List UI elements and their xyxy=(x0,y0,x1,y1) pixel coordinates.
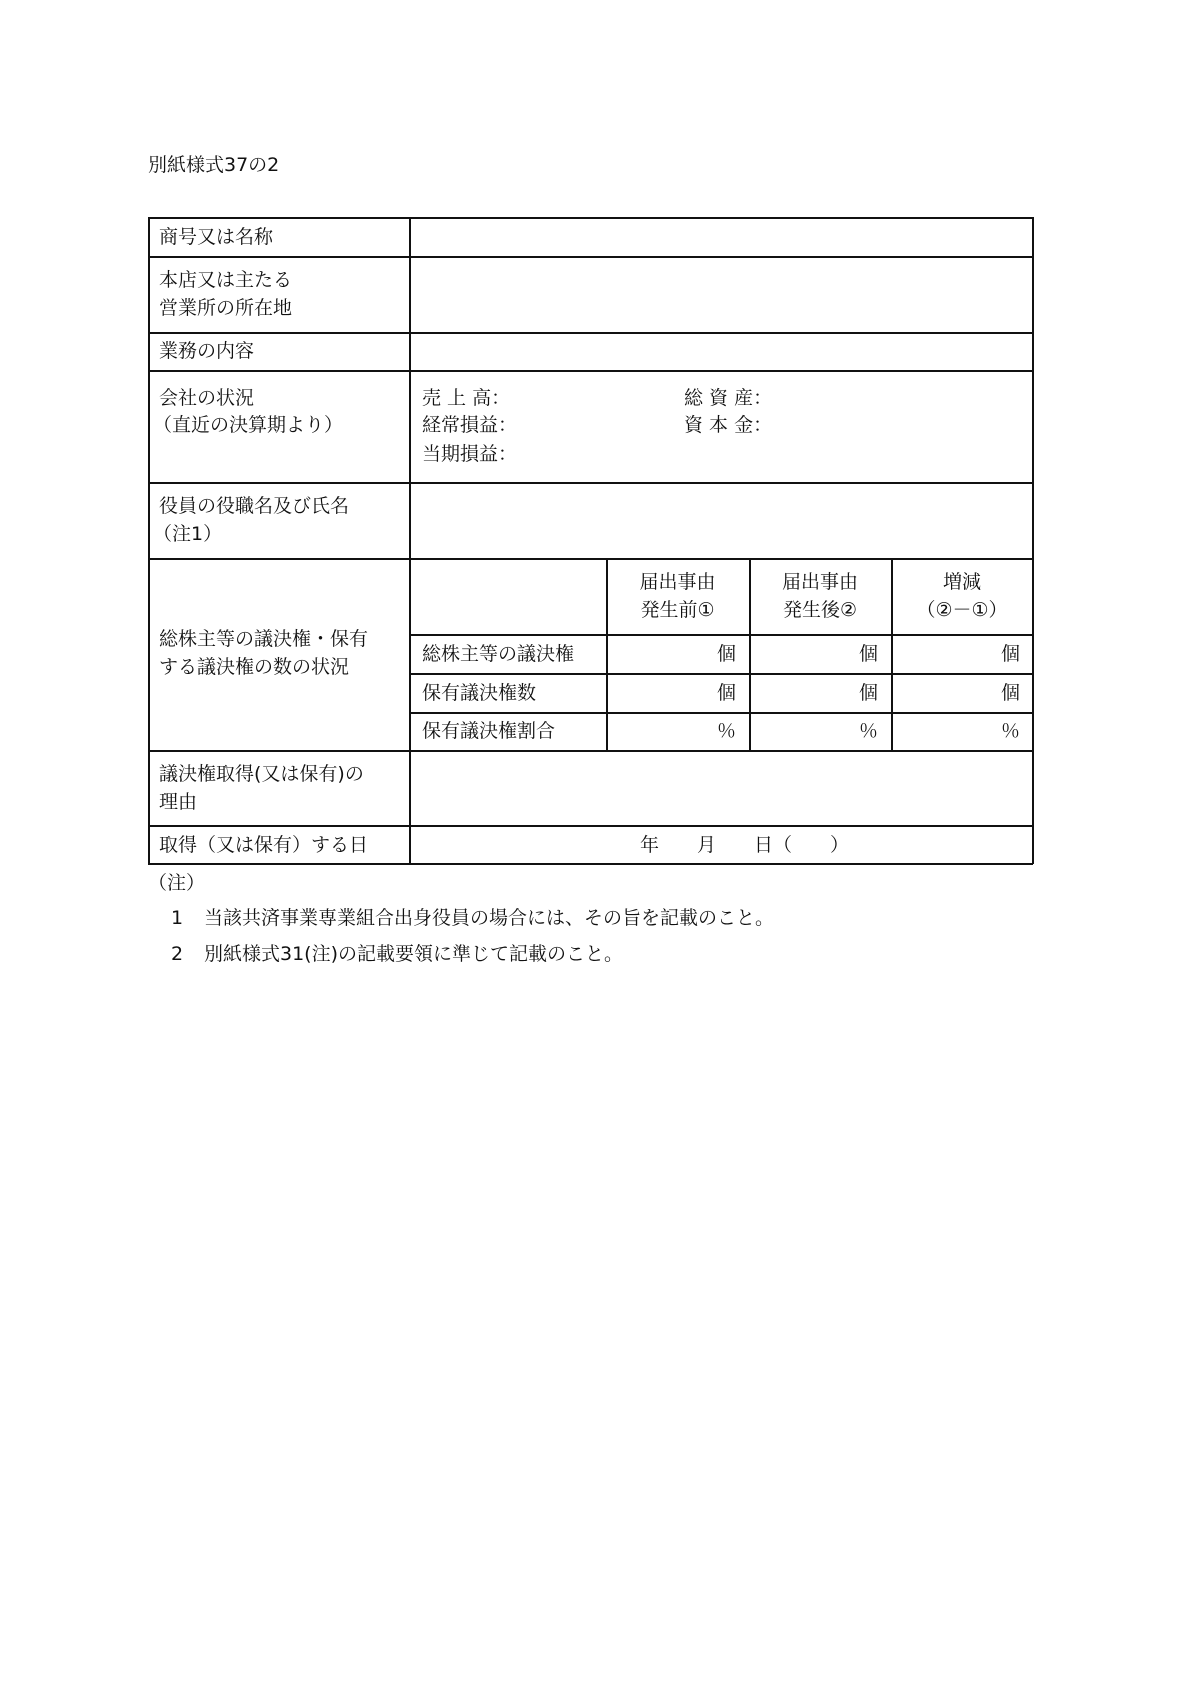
header-change-1: 増減 xyxy=(942,571,981,593)
label-officers-1: 役員の役職名及び氏名 xyxy=(159,495,350,517)
label-address-1: 本店又は主たる xyxy=(159,269,293,291)
note-text: 当該共済事業専業組合出身役員の場合には、その旨を記載のこと。 xyxy=(204,907,775,929)
note-text: 別紙様式31(注)の記載要領に準じて記載のこと。 xyxy=(204,943,624,965)
unit: ％ xyxy=(1000,720,1020,742)
label-business: 業務の内容 xyxy=(159,340,255,362)
unit: 個 xyxy=(716,682,736,704)
notes-heading: （注） xyxy=(148,872,206,894)
date-value: 年 月 日（ ） xyxy=(640,834,850,856)
unit: 個 xyxy=(1000,643,1020,665)
label-reason-2: 理由 xyxy=(159,791,198,813)
label-name: 商号又は名称 xyxy=(159,226,274,248)
unit: 個 xyxy=(716,643,736,665)
row-held-votes-label: 保有議決権数 xyxy=(422,682,537,704)
row-held-ratio-label: 保有議決権割合 xyxy=(422,720,556,742)
label-status-2: （直近の決算期より） xyxy=(153,414,344,436)
unit: 個 xyxy=(858,643,878,665)
unit: ％ xyxy=(858,720,878,742)
label-address-2: 営業所の所在地 xyxy=(159,297,293,319)
status-sales: 売 上 高： xyxy=(422,387,511,409)
header-after-2: 発生後② xyxy=(782,599,858,621)
label-voting-2: する議決権の数の状況 xyxy=(159,656,350,678)
label-status-1: 会社の状況 xyxy=(159,387,255,409)
form-id: 別紙様式37の2 xyxy=(148,154,280,176)
unit: ％ xyxy=(716,720,736,742)
note-number: 2 xyxy=(171,943,184,965)
label-date: 取得（又は保有）する日 xyxy=(159,834,369,856)
header-before-2: 発生前① xyxy=(640,599,715,621)
label-officers-2: （注1） xyxy=(153,523,223,545)
status-capital: 資 本 金： xyxy=(684,414,773,436)
header-after-1: 届出事由 xyxy=(781,571,858,593)
header-before-1: 届出事由 xyxy=(639,571,716,593)
status-assets: 総 資 産： xyxy=(684,387,773,409)
header-change-2: （②－①） xyxy=(916,599,1008,621)
status-ordinary: 経常損益： xyxy=(422,414,518,436)
unit: 個 xyxy=(1000,682,1020,704)
row-total-votes-label: 総株主等の議決権 xyxy=(422,643,575,665)
unit: 個 xyxy=(858,682,878,704)
label-reason-1: 議決権取得(又は保有)の xyxy=(159,763,364,785)
status-period: 当期損益： xyxy=(422,443,518,465)
note-number: 1 xyxy=(171,907,184,929)
label-voting-1: 総株主等の議決権・保有 xyxy=(159,628,369,650)
